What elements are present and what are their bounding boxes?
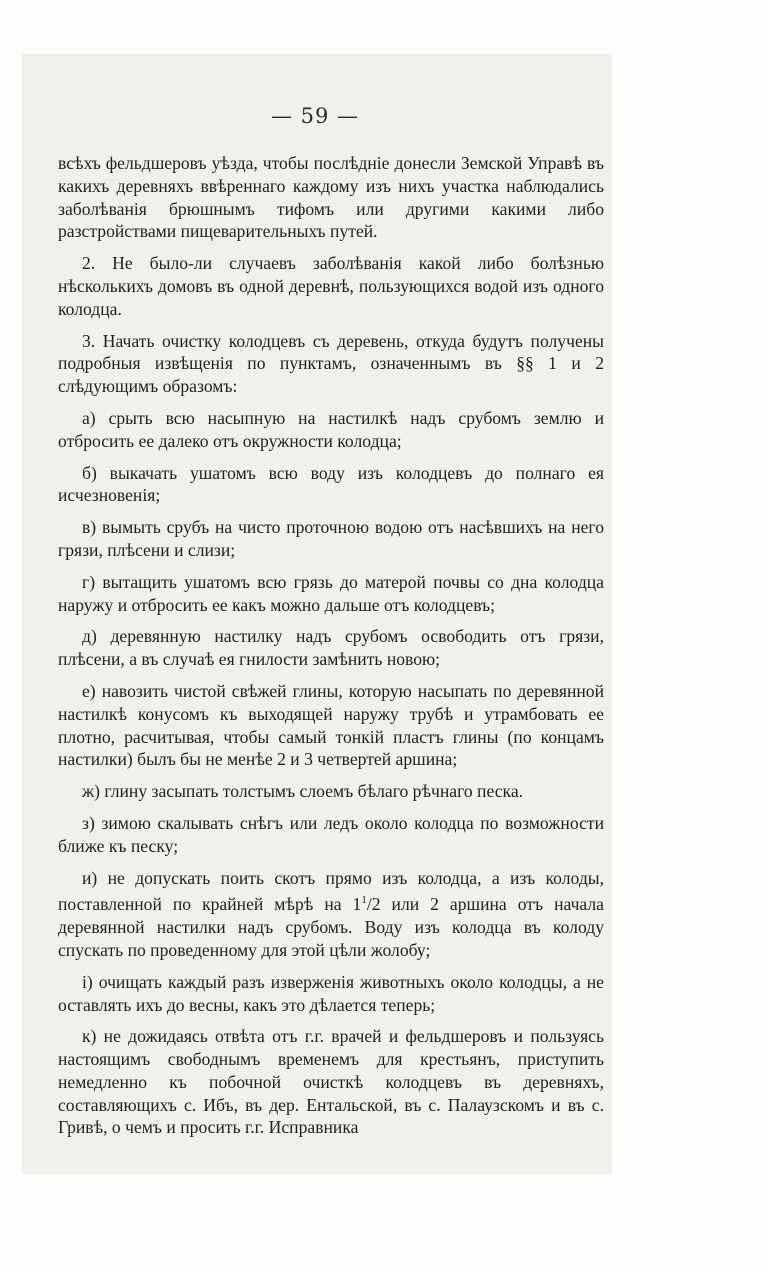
item-i: [58, 867, 604, 962]
page-number: — 59 —: [270, 104, 360, 128]
paragraph-3: 3. Начать очистку колодцевъ съ деревень, откуда будутъ получены подробныя извѣщенія по пунктамъ, означеннымъ въ §§ 1 и 2 слѣдующимъ образомъ:: [58, 330, 604, 397]
item-i-decimal: і) очищать каждый разъ изверженія животныхъ около колодцы, а не оставлять ихъ до весны, какъ это дѣлается теперь;: [58, 971, 604, 1015]
item-g: г) вытащить ушатомъ всю грязь до матерой почвы со дна колодца наружу и отбросить ее какъ можно дальше отъ колодцевъ;: [58, 571, 604, 615]
item-v: в) вымыть срубъ на чисто проточною водою отъ насѣвшихъ на него грязи, плѣсени и слизи;: [58, 517, 604, 560]
item-d: д) деревянную настилку надъ срубомъ освободить отъ грязи, плѣсени, а въ случаѣ ея гнилости замѣнить новою;: [58, 626, 604, 670]
item-i-before: и) не допускать поить скотъ прямо изъ колодца, а изъ колоды, поставленной по крайней мѣрѣ на 1: [58, 867, 604, 915]
item-a: а) срыть всю насыпную на настилкѣ надъ срубомъ землю и отбросить ее далеко отъ окружности колодца;: [58, 407, 604, 451]
paragraph-1-continuation: всѣхъ фельдшеровъ уѣзда, чтобы послѣдніе донесли Земской Управѣ въ какихъ деревняхъ ввѣреннаго каждому изъ нихъ участка наблюдались заболѣванія брюшнымъ тифомъ или другими какими либо разстройствами пищеварительныхъ путей.: [58, 153, 604, 242]
item-i-after: /2 или 2 аршина отъ начала деревянной настилки надъ срубомъ. Воду изъ колодца въ колоду спускать по проведенному для этой цѣли жолобу;: [58, 894, 604, 960]
item-b: б) выкачать ушатомъ всю воду изъ колодцевъ до полнаго ея исчезновенія;: [58, 462, 604, 506]
paragraph-2: 2. Не было-ли случаевъ заболѣванія какой либо болѣзнью нѣсколькихъ домовъ въ одной деревнѣ, пользующихся водой изъ одного колодца.: [58, 253, 604, 319]
item-zh: ж) глину засыпать толстымъ слоемъ бѣлаго рѣчнаго песка.: [82, 781, 524, 802]
item-e: е) навозить чистой свѣжей глины, которую насыпать по деревянной настилкѣ конусомъ къ выходящей наружу трубѣ и утрамбовать ее плотно, расчитывая, чтобы самый тонкій пластъ глины (по концамъ настилки) былъ бы не менѣе 2 и 3 четвертей аршина;: [58, 680, 604, 770]
body-text: [58, 152, 604, 1148]
item-z: з) зимою скалывать снѣгъ или ледъ около колодца по возможности ближе къ песку;: [58, 812, 604, 856]
item-i-superscript: 1: [361, 894, 367, 907]
item-k: к) не дожидаясь отвѣта отъ г.г. врачей и фельдшеровъ и пользуясь настоящимъ свободнымъ временемъ для крестьянъ, приступить немедленно къ побочной очисткѣ колодцевъ въ деревняхъ, составляющихъ с. Ибъ, въ дер. Ентальской, въ с. Палаузскомъ и въ с. Гривѣ, о чемъ и просить г.г. Исправника: [58, 1026, 604, 1138]
